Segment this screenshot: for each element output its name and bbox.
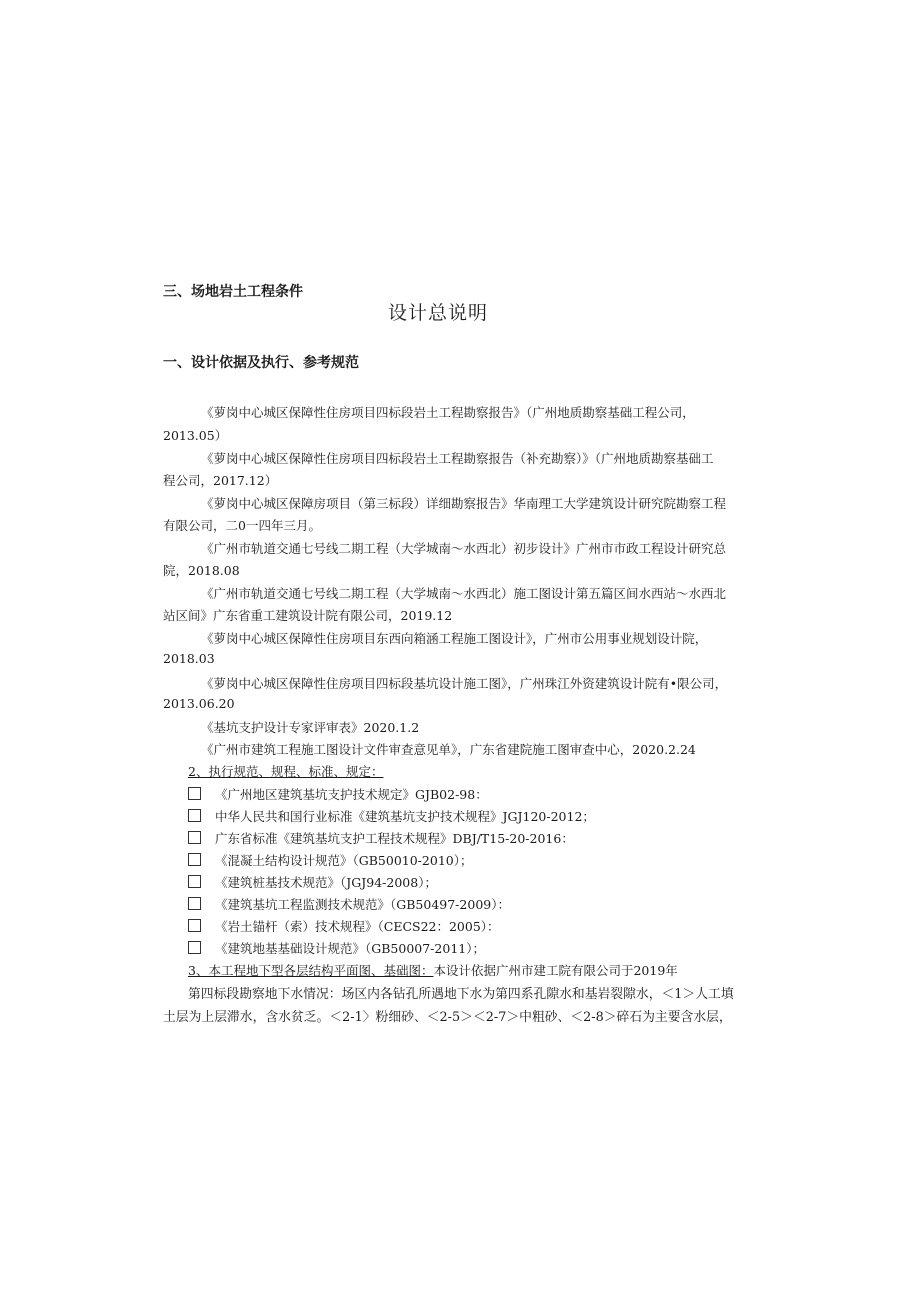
- standard-label: 《建筑基坑工程监测技术规范》（GB50497-2009）：: [215, 897, 510, 912]
- standard-item: [188, 829, 574, 847]
- subsection3-line: [188, 961, 678, 979]
- checkbox-icon: [188, 897, 201, 910]
- reference-line: 站区间》广东省重工建筑设计院有限公司，2019.12: [163, 608, 453, 623]
- standard-item: [188, 917, 500, 935]
- standard-label: 《混凝土结构设计规范》（GB50010-2010）；: [215, 853, 473, 868]
- reference-line: 2013.05）: [163, 428, 228, 443]
- checkbox-icon: [188, 875, 201, 888]
- groundwater-line-2: 土层为上层滞水，含水贫乏。＜2-1〉粉细砂、＜2-5＞＜2-7＞中粗砂、＜2-8＞碎石为主要含水层，: [163, 1010, 732, 1025]
- groundwater-line-1: 第四标段勘察地下水情况：场区内各钻孔所遇地下水为第四系孔隙水和基岩裂隙水，＜1＞人工填: [188, 987, 734, 1002]
- standard-label: 广东省标准《建筑基坑支护工程技术规程》DBJ/T15-20-2016：: [215, 831, 574, 846]
- reference-line: 《广州市轨道交通七号线二期工程（大学城南～水西北）初步设计》广州市市政工程设计研究总: [201, 541, 727, 556]
- checkbox-icon: [188, 941, 201, 954]
- checkbox-icon: [188, 787, 201, 800]
- reference-line: 院，2018.08: [163, 563, 240, 578]
- standard-label: 中华人民共和国行业标准《建筑基坑支护技术规程》JGJ120-2012；: [215, 809, 595, 824]
- reference-line: 程公司，2017.12）: [163, 473, 278, 488]
- checkbox-icon: [188, 831, 201, 844]
- reference-line: 《广州市建筑工程施工图设计文件审查意见单》，广东省建院施工图审查中心，2020.2.24: [201, 742, 696, 757]
- section1-heading: 一、设计依据及执行、参考规范: [163, 355, 359, 371]
- standard-item: [188, 785, 488, 803]
- reference-line: 《萝岗中心城区保障性住房项目东西向箱涵工程施工图设计》，广州市公用事业规划设计院，: [201, 631, 708, 646]
- standard-label: 《岩土锚杆（索）技术规程》（CECS22：2005）：: [215, 919, 500, 934]
- standard-item: [188, 939, 485, 957]
- standard-item: [188, 807, 595, 825]
- subsection3-heading: 3、本工程地下型各层结构平面图、基础图：: [188, 963, 434, 978]
- reference-line: 有限公司，二0一四年三月。: [163, 518, 321, 533]
- standard-label: 《建筑地基基础设计规范》（GB50007-2011）；: [215, 941, 485, 956]
- reference-line: 《萝岗中心城区保障性住房项目四标段岩土工程勘察报告（补充勘察）》（广州地质勘察基础工: [201, 451, 714, 466]
- reference-line: 《萝岗中心城区保障性住房项目四标段基坑设计施工图》，广州珠江外资建筑设计院有•限公司，: [201, 676, 728, 691]
- reference-line: 《基坑支护设计专家评审表》2020.1.2: [201, 720, 420, 735]
- document-title: 设计总说明: [387, 302, 488, 324]
- standard-item: [188, 851, 472, 869]
- subsection2-heading: 2、执行规范、规程、标准、规定：: [188, 764, 384, 779]
- standard-item: [188, 895, 510, 913]
- checkbox-icon: [188, 853, 201, 866]
- standard-item: [188, 873, 437, 891]
- standard-label: 《广州地区建筑基坑支护技术规定》GJB02-98：: [215, 787, 488, 802]
- section3-heading: 三、场地岩土工程条件: [163, 284, 303, 300]
- subsection3-text: 本设计依据广州市建工院有限公司于2019年: [433, 963, 678, 978]
- reference-line: 2018.03: [163, 651, 215, 666]
- checkbox-icon: [188, 919, 201, 932]
- checkbox-icon: [188, 809, 201, 822]
- reference-line: 《萝岗中心城区保障房项目（第三标段）详细勘察报告》华南理工大学建筑设计研究院勘察工程: [201, 496, 727, 511]
- reference-line: 《广州市轨道交通七号线二期工程（大学城南～水西北）施工图设计第五篇区间水西站～水西北: [201, 586, 727, 601]
- reference-line: 《萝岗中心城区保障性住房项目四标段岩土工程勘察报告》（广州地质勘察基础工程公司，: [201, 405, 695, 420]
- standard-label: 《建筑桩基技术规范》（JGJ94-2008）；: [215, 875, 437, 890]
- reference-line: 2013.06.20: [163, 696, 235, 711]
